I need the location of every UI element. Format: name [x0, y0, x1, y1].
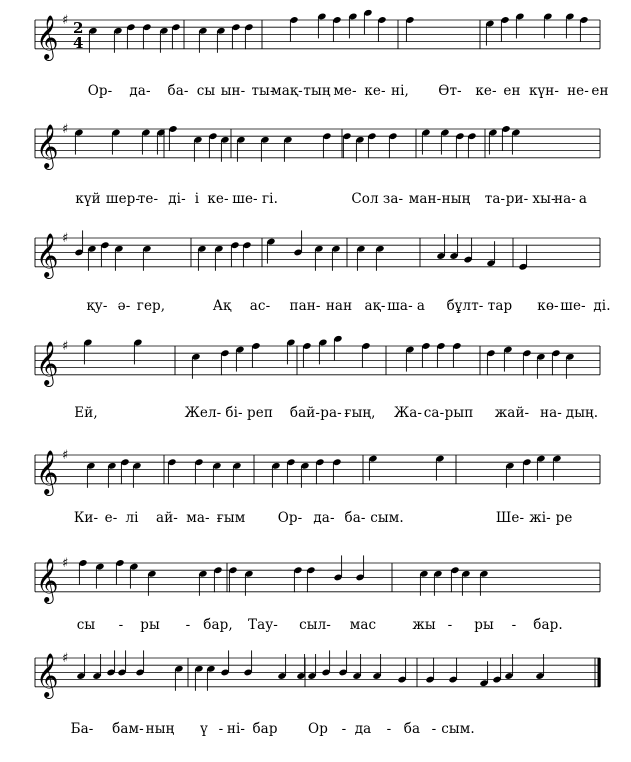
note: [243, 650, 252, 676]
lyric-syllable: тар: [487, 298, 513, 314]
lyric-syllable: ман-: [408, 191, 442, 207]
svg-text:𝄞: 𝄞: [36, 124, 59, 168]
lyric-syllable: да: [354, 721, 372, 737]
note: [361, 342, 370, 368]
lyric-syllable: ре: [555, 510, 573, 526]
time-signature-denominator: 4: [73, 34, 84, 52]
note: [126, 23, 135, 49]
note: [450, 566, 459, 592]
lyric-syllable: Ор-: [87, 83, 113, 99]
lyric-syllable: -: [118, 617, 124, 633]
lyric-syllable: нан: [325, 298, 353, 314]
treble-clef-icon: [36, 450, 58, 496]
note: [293, 566, 302, 592]
lyric-syllable: бай-: [289, 405, 321, 421]
note: [120, 458, 129, 484]
lyric-syllable: Жа-: [393, 405, 423, 421]
sharp-icon: ♯: [62, 13, 69, 28]
sharp-icon: ♯: [62, 556, 69, 571]
note: [135, 650, 144, 676]
lyric-syllable: ен: [503, 83, 521, 99]
note: [338, 650, 347, 676]
svg-text:𝄞: 𝄞: [36, 233, 59, 277]
staff-system: [35, 230, 600, 279]
note: [302, 342, 311, 368]
lyric-syllable: жы: [412, 617, 436, 633]
lyric-syllable: да-: [129, 83, 151, 99]
note: [333, 555, 342, 581]
lyric-syllable: бі-: [225, 405, 243, 421]
lyric-syllable: Ақ: [212, 298, 232, 314]
lyric-syllable: Ба-: [70, 721, 94, 737]
lyric-syllable: на-: [554, 191, 576, 207]
lyric-syllable: гі.: [262, 191, 278, 207]
lyric-syllable: Ор: [308, 721, 328, 737]
note: [436, 342, 445, 368]
lyric-syllable: сыл-: [299, 617, 331, 633]
note: [332, 16, 341, 42]
lyric-syllable: кө-: [537, 298, 559, 314]
svg-text:𝄞: 𝄞: [36, 450, 59, 494]
sharp-icon: ♯: [62, 651, 69, 666]
note: [332, 458, 341, 484]
note: [467, 132, 476, 158]
note: [321, 650, 330, 676]
lyric-syllable: Ей,: [74, 405, 98, 421]
lyric-syllable: -: [185, 617, 191, 633]
lyric-syllable: ма-: [186, 510, 210, 526]
note: [342, 132, 351, 158]
note: [142, 23, 151, 49]
lyric-syllable: мақ-: [271, 83, 303, 99]
treble-clef-icon: [36, 15, 58, 61]
lyric-syllable: за-: [382, 191, 404, 207]
note: [405, 16, 414, 42]
lyric-syllable: Ки-: [73, 510, 99, 526]
note: [486, 349, 495, 375]
lyric-syllable: та-: [484, 191, 506, 207]
note: [74, 230, 83, 256]
sharp-icon: ♯: [62, 122, 69, 137]
lyric-syllable: ке-: [475, 83, 497, 99]
lyric-syllable: ні-: [226, 721, 246, 737]
lyric-syllable: бар: [252, 721, 278, 737]
lyric-syllable: сым.: [370, 510, 404, 526]
treble-clef-icon: [36, 558, 58, 604]
lyric-syllable: ше-: [232, 191, 258, 207]
staff-system: [35, 9, 600, 61]
note: [171, 23, 180, 49]
note: [117, 650, 126, 676]
svg-text:𝄞: 𝄞: [36, 653, 59, 697]
note: [106, 650, 115, 676]
note: [463, 238, 472, 264]
note: [244, 23, 253, 49]
lyric-syllable: -: [431, 721, 437, 737]
note: [78, 559, 87, 585]
lyric-syllable: Өт-: [438, 83, 462, 99]
lyric-syllable: хы-: [532, 191, 556, 207]
lyric-syllable: -: [386, 721, 392, 737]
lyric-syllable: ні,: [391, 83, 409, 99]
svg-text:𝄞: 𝄞: [36, 15, 59, 59]
lyric-syllable: пан-: [289, 298, 321, 314]
lyric-syllable: бар.: [533, 617, 563, 633]
staff-system: [35, 448, 600, 496]
lyric-syllable: ра-: [320, 405, 342, 421]
note: [388, 132, 397, 158]
note: [194, 458, 203, 484]
lyric-syllable: ын-: [220, 83, 246, 99]
lyric-syllable: -: [447, 617, 453, 633]
lyric-syllable: жі-: [529, 510, 551, 526]
note: [293, 230, 302, 256]
note: [421, 342, 430, 368]
lyric-syllable: ә-: [117, 298, 131, 314]
lyric-syllable: ның: [145, 721, 175, 737]
note: [333, 335, 342, 361]
note: [208, 132, 217, 158]
staff-system: [35, 122, 600, 170]
note: [100, 241, 109, 267]
note: [492, 658, 501, 684]
lyric-syllable: Ор-: [277, 510, 303, 526]
note: [452, 342, 461, 368]
lyric-syllable: а: [578, 191, 588, 207]
note: [377, 16, 386, 42]
note: [231, 23, 240, 49]
lyric-syllable: -: [218, 721, 224, 737]
lyric-syllable: ның: [441, 191, 471, 207]
lyric-syllable: е-: [104, 510, 118, 526]
lyric-syllable: дың.: [565, 405, 599, 421]
lyric-syllable: не-: [567, 83, 589, 99]
note: [501, 125, 510, 151]
lyric-syllable: бар,: [203, 617, 233, 633]
final-barline: [598, 658, 601, 687]
sharp-icon: ♯: [62, 448, 69, 463]
lyric-syllable: ді-: [168, 191, 186, 207]
note: [322, 132, 331, 158]
lyric-syllable: ғың,: [344, 405, 376, 421]
lyric-syllable: -: [511, 617, 517, 633]
lyric-syllable: жай-: [494, 405, 530, 421]
note: [315, 458, 324, 484]
lyric-syllable: ді.: [593, 298, 611, 314]
lyric-syllable: ай-: [156, 510, 178, 526]
lyric-syllable: күй: [75, 191, 101, 207]
note: [167, 458, 176, 484]
time-signature-numerator: 2: [73, 19, 84, 37]
sharp-icon: ♯: [62, 339, 69, 354]
lyric-syllable: гер,: [136, 298, 166, 314]
lyric-syllable: і: [194, 191, 200, 207]
lyric-syllable: Сол: [351, 191, 379, 207]
lyric-syllable: Жел-: [184, 405, 222, 421]
staff-system: [35, 650, 601, 699]
lyric-syllable: сы: [76, 617, 96, 633]
note: [230, 241, 239, 267]
lyric-syllable: те-: [137, 191, 159, 207]
note: [522, 458, 531, 484]
note: [522, 349, 531, 375]
lyric-syllable: ғым: [216, 510, 246, 526]
treble-clef-icon: [36, 341, 58, 387]
lyric-syllable: ке-: [207, 191, 229, 207]
note: [355, 555, 364, 581]
note: [228, 566, 237, 592]
lyric-syllable: ты-: [251, 83, 275, 99]
lyric-syllable: сым.: [441, 721, 475, 737]
lyric-syllable: -: [341, 721, 347, 737]
lyric-syllable: ри-: [505, 191, 529, 207]
treble-clef-icon: [36, 124, 58, 170]
lyric-syllable: ша-: [387, 298, 413, 314]
lyric-syllable: ас-: [249, 298, 271, 314]
note: [220, 650, 229, 676]
lyric-syllable: лі: [125, 510, 139, 526]
lyric-syllable: тың: [303, 83, 331, 99]
lyric-syllable: ен: [591, 83, 609, 99]
note: [518, 245, 527, 271]
lyric-syllable: күн-: [528, 83, 560, 99]
lyric-syllable: бам-: [112, 721, 144, 737]
note: [286, 458, 295, 484]
lyric-syllable: ү: [200, 721, 208, 737]
lyric-syllable: да-: [313, 510, 335, 526]
note: [367, 132, 376, 158]
note: [306, 566, 315, 592]
lyric-syllable: ба-: [344, 510, 366, 526]
lyric-syllable: ба-: [167, 83, 189, 99]
lyric-syllable: Ше-: [495, 510, 525, 526]
treble-clef-icon: [36, 233, 58, 279]
note: [579, 16, 588, 42]
note: [115, 559, 124, 585]
note: [455, 132, 464, 158]
lyric-syllable: ке-: [364, 83, 386, 99]
lyric-syllable: рып: [444, 405, 474, 421]
svg-text:𝄞: 𝄞: [36, 558, 59, 602]
lyric-syllable: ше-: [560, 298, 586, 314]
note: [289, 16, 298, 42]
note: [425, 658, 434, 684]
lyric-syllable: қу-: [86, 298, 108, 314]
staff-system: [35, 335, 600, 387]
note: [220, 349, 229, 375]
lyric-syllable: бұлт-: [446, 298, 484, 314]
lyric-syllable: шер-: [105, 191, 141, 207]
note: [363, 9, 372, 35]
note: [551, 349, 560, 375]
note: [500, 16, 509, 42]
svg-text:𝄞: 𝄞: [36, 341, 59, 385]
note: [242, 241, 251, 267]
lyric-syllable: ме-: [333, 83, 357, 99]
lyric-syllable: сы: [196, 83, 216, 99]
note: [448, 658, 457, 684]
lyric-syllable: реп: [247, 405, 273, 421]
note: [397, 658, 406, 684]
note: [168, 125, 177, 151]
lyric-syllable: ақ-: [364, 298, 386, 314]
lyric-syllable: ба: [403, 721, 421, 737]
note: [213, 566, 222, 592]
lyric-syllable: ры: [474, 617, 494, 633]
lyric-syllable: Тау-: [248, 617, 278, 633]
lyric-syllable: са-: [423, 405, 445, 421]
lyric-syllable: мас: [349, 617, 377, 633]
sharp-icon: ♯: [62, 231, 69, 246]
lyric-syllable: а: [416, 298, 426, 314]
treble-clef-icon: [36, 653, 58, 699]
lyric-syllable: на-: [540, 405, 562, 421]
staff-system: [35, 555, 600, 604]
lyric-syllable: ры: [140, 617, 160, 633]
note: [251, 342, 260, 368]
